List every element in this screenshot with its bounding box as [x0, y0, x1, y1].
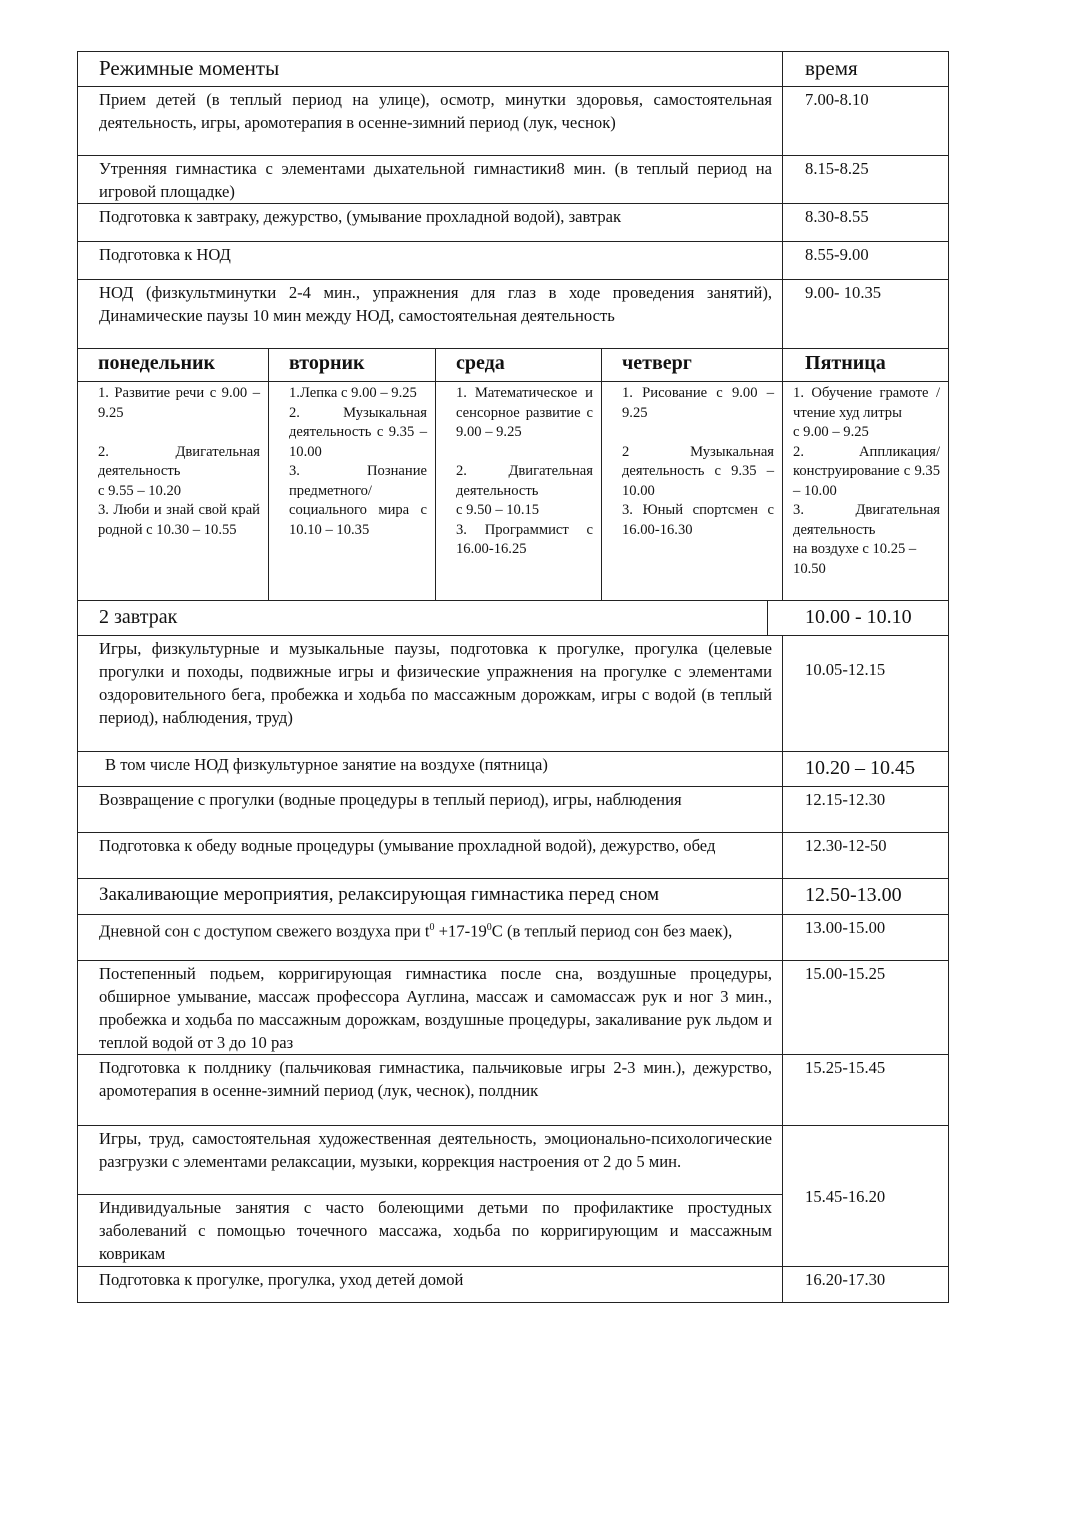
day-header-thursday: четверг — [602, 349, 783, 382]
days-content-row — [78, 382, 949, 601]
table-row — [78, 280, 949, 349]
day-item: 1. Развитие речи с 9.00 – 9.25 — [98, 385, 264, 421]
row-activity: В том числе НОД физкультурное занятие на воздухе (пятница) — [78, 752, 783, 787]
day-header-friday: Пятница — [783, 349, 949, 382]
table-row — [78, 636, 949, 752]
day-item: 3. Люби и знай свой край родной с 10.30 – 10.55 — [98, 502, 264, 538]
row-activity: Индивидуальные занятия с часто болеющими детьми по профилактике простудных заболеваний с помощью точечного массажа, ходьба по корригирующим и массажным коврикам — [78, 1195, 783, 1267]
day-item: 1. Математическое и сенсорное развитие с 9.00 – 9.25 — [456, 385, 597, 440]
day-header-wednesday: среда — [436, 349, 602, 382]
table-header-row — [78, 52, 949, 87]
table-row — [78, 1126, 949, 1195]
sleep-text-a: Дневной сон с доступом свежего воздуха при t — [99, 921, 430, 941]
day-item: 1. Обучение грамоте / чтение худ литры — [793, 385, 944, 421]
day-item: с 9.55 – 10.20 — [98, 482, 182, 499]
day-cell-thursday — [602, 382, 783, 601]
row-time: 8.15-8.25 — [783, 156, 949, 204]
row-activity — [78, 915, 783, 961]
row-time: 9.00- 10.35 — [783, 280, 949, 349]
table-row — [78, 879, 949, 915]
row-activity: Закаливающие мероприятия, релаксирующая гимнастика перед сном — [78, 879, 783, 915]
day-cell-tuesday — [269, 382, 436, 601]
row-time: 8.30-8.55 — [783, 204, 949, 242]
day-item: 3. Познание предметного/социального мира с 10.10 – 10.35 — [289, 463, 431, 538]
row-activity: Подготовка к прогулке, прогулка, уход детей домой — [78, 1267, 783, 1303]
day-header-tuesday: вторник — [269, 349, 436, 382]
day-item: 2 Музыкальная деятельность с 9.35 – 10.00 — [622, 443, 778, 499]
row-time: 13.00-15.00 — [783, 915, 949, 961]
day-item: 1.Лепка с 9.00 – 9.25 — [289, 385, 417, 401]
row-activity: Подготовка к НОД — [78, 242, 783, 280]
day-gap — [456, 443, 593, 463]
table-row — [78, 915, 949, 961]
row-activity: Подготовка к обеду водные процедуры (умывание прохладной водой), дежурство, обед — [78, 833, 783, 879]
day-item: 3. Юный спортсмен с 16.00-16.30 — [622, 502, 778, 538]
row-time: 16.20-17.30 — [783, 1267, 949, 1303]
row-activity: Игры, физкультурные и музыкальные паузы, подготовка к прогулке, прогулка (целевые прогулки и походы, подвижные игры и физические упражнения на прогулке с элементами оздоровительного бега, пробежка и ходьба по массажным дорожкам, игры с водой (в теплый период), наблюдения, труд) — [78, 636, 783, 752]
row-activity: Постепенный подьем, корригирующая гимнастика после сна, воздушные процедуры, обширное умывание, массаж профессора Ауглина, массаж и самомассаж рук и ног 3 мин., пробежка и ходьба по массажным дорожкам, воздушные процедуры, закаливание рук льдом и теплой водой от 3 до 10 раз — [78, 961, 783, 1055]
table-row — [78, 787, 949, 833]
day-gap — [622, 423, 774, 443]
table-row — [78, 601, 949, 636]
row-time: 12.15-12.30 — [783, 787, 949, 833]
row-time: 10.20 – 10.45 — [783, 752, 949, 787]
days-header-row — [78, 349, 949, 382]
day-item: 2. Аппликация/конструирование с 9.35 – 10.00 — [793, 443, 944, 499]
header-time: время — [783, 52, 949, 87]
day-header-monday: понедельник — [78, 349, 269, 382]
row-time: 10.00 - 10.10 — [768, 601, 949, 636]
table-row — [78, 961, 949, 1055]
row-time: 12.50-13.00 — [783, 879, 949, 915]
day-item: 3. Двигательная деятельность — [793, 502, 944, 538]
sleep-text-c: С (в теплый период сон без маек), — [491, 921, 733, 941]
day-item: на воздухе с 10.25 – 10.50 — [793, 541, 920, 577]
row-time: 10.05-12.15 — [783, 636, 949, 752]
row-time: 15.25-15.45 — [783, 1055, 949, 1126]
row-time: 8.55-9.00 — [783, 242, 949, 280]
day-item: 2. Музыкальная деятельность с 9.35 – 10.00 — [289, 404, 431, 460]
row-activity: Прием детей (в теплый период на улице), осмотр, минутки здоровья, самостоятельная деятельность, игры, аромотерапия в осенне-зимний период (лук, чеснок) — [78, 87, 783, 156]
table-row — [78, 156, 949, 204]
day-cell-wednesday — [436, 382, 602, 601]
table-row — [78, 833, 949, 879]
table-row — [78, 1267, 949, 1303]
table-row — [78, 752, 949, 787]
row-activity: Игры, труд, самостоятельная художественная деятельность, эмоционально-психологические разгрузки с элементами релаксации, музыки, коррекция настроения от 2 до 5 мин. — [78, 1126, 783, 1195]
day-item: 2. Двигательная деятельность — [98, 443, 264, 479]
day-item: 2. Двигательная деятельность — [456, 463, 597, 499]
degree-sup: 0 — [429, 922, 435, 933]
day-cell-monday — [78, 382, 269, 601]
row-activity: НОД (физкультминутки 2-4 мин., упражнения для глаз в ходе проведения занятий), Динамические паузы 10 мин между НОД, самостоятельная деятельность — [78, 280, 783, 349]
row-activity: Возвращение с прогулки (водные процедуры в теплый период), игры, наблюдения — [78, 787, 783, 833]
row-time: 15.00-15.25 — [783, 961, 949, 1055]
sleep-text-b: +17-19 — [434, 921, 487, 941]
row-time: 7.00-8.10 — [783, 87, 949, 156]
degree-sup: 0 — [486, 922, 492, 933]
table-row — [78, 204, 949, 242]
table-row — [78, 87, 949, 156]
row-time: 12.30-12-50 — [783, 833, 949, 879]
table-row — [78, 242, 949, 280]
row-activity: Утренняя гимнастика с элементами дыхательной гимнастики8 мин. (в теплый период на игровой площадке) — [78, 156, 783, 204]
day-item: 1. Рисование с 9.00 – 9.25 — [622, 385, 778, 421]
row-activity: 2 завтрак — [78, 601, 768, 636]
header-activity: Режимные моменты — [78, 52, 783, 87]
schedule-table — [77, 51, 949, 1303]
day-item: 3. Программист с 16.00-16.25 — [456, 521, 597, 557]
day-item: с 9.00 – 9.25 — [793, 424, 869, 440]
row-activity: Подготовка к полднику (пальчиковая гимнастика, пальчиковые игры 2-3 мин.), дежурство, аромотерапия в осенне-зимний период (лук, чеснок), полдник — [78, 1055, 783, 1126]
table-row — [78, 1055, 949, 1126]
row-time: 15.45-16.20 — [783, 1126, 949, 1267]
row-activity: Подготовка к завтраку, дежурство, (умывание прохладной водой), завтрак — [78, 204, 783, 242]
day-item: с 9.50 – 10.15 — [456, 502, 540, 518]
day-gap — [98, 423, 260, 443]
day-cell-friday — [783, 382, 949, 601]
